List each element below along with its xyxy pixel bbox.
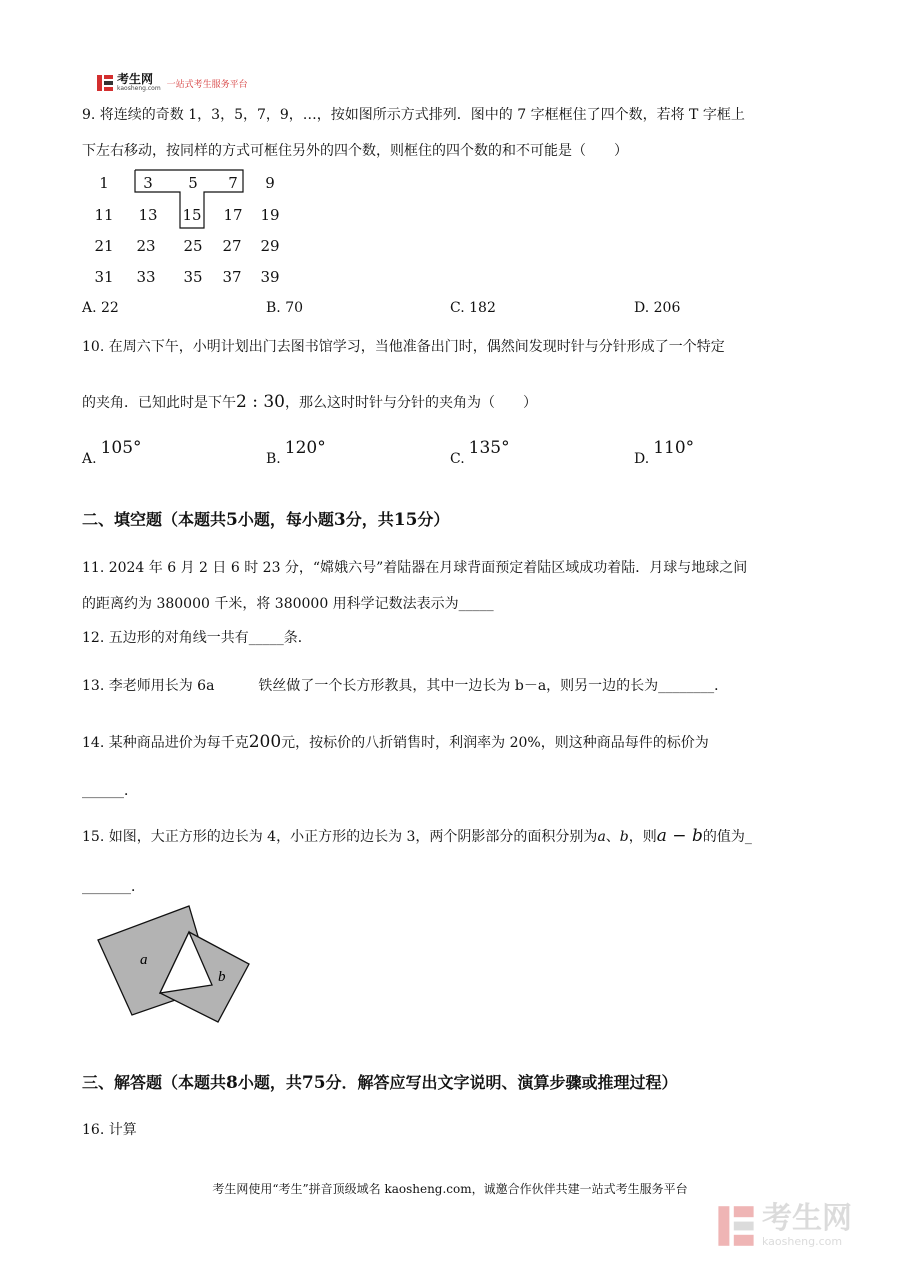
brand-logo-icon xyxy=(96,74,114,92)
grid-cell: 21 xyxy=(94,237,114,255)
q9-option-c: C. 182 xyxy=(450,300,496,316)
q14-text-line2: ______． xyxy=(82,783,138,799)
q14-text-line1: 14. 某种商品进价为每千克200元，按标价的八折销售时，利润率为 20%，则这种商品每件的标价为 xyxy=(82,732,709,752)
q12-text: 12. 五边形的对角线一共有_____条． xyxy=(82,630,312,646)
grid-cell: 25 xyxy=(183,237,203,255)
q15-expression: a − b xyxy=(656,826,703,846)
seven-shaped-frame xyxy=(130,165,250,235)
grid-cell: 9 xyxy=(265,174,275,192)
q9-option-d: D. 206 xyxy=(634,300,681,316)
watermark-domain: kaosheng.com xyxy=(762,1235,843,1248)
q10-option-a: A.105° xyxy=(82,438,142,467)
grid-cell: 37 xyxy=(222,268,242,286)
q10-option-c: C.135° xyxy=(450,438,510,467)
grid-cell: 3 xyxy=(143,174,153,192)
watermark-logo-icon xyxy=(716,1204,756,1248)
grid-cell: 17 xyxy=(223,206,243,224)
q10-time: 2 : 30 xyxy=(236,392,285,412)
section-3-heading: 三、解答题（本题共8小题，共75分．解答应写出文字说明、演算步骤或推理过程） xyxy=(82,1073,678,1093)
grid-cell: 35 xyxy=(183,268,203,286)
watermark-brand: 考生网 xyxy=(762,1201,852,1236)
grid-cell: 5 xyxy=(188,174,198,192)
q16-text: 16. 计算 xyxy=(82,1122,137,1138)
watermark-text xyxy=(762,1203,852,1248)
grid-cell: 11 xyxy=(94,206,114,224)
grid-cell: 1 xyxy=(99,174,109,192)
q10-text-line1: 10. 在周六下午，小明计划出门去图书馆学习，当他准备出门时，偶然间发现时针与分针形成了一个特定 xyxy=(82,339,725,355)
grid-cell: 27 xyxy=(222,237,242,255)
label-b: b xyxy=(218,969,226,985)
logo-text xyxy=(117,74,161,92)
q10-option-b: B.120° xyxy=(266,438,326,467)
header-logo xyxy=(96,72,248,94)
grid-cell: 13 xyxy=(138,206,158,224)
section-2-heading: 二、填空题（本题共5小题，每小题3分，共15分） xyxy=(82,510,450,530)
watermark-logo xyxy=(716,1203,852,1248)
grid-cell: 33 xyxy=(136,268,156,286)
q11-text-line1: 11. 2024 年 6 月 2 日 6 时 23 分，“嫦娥六号”着陆器在月球背面预定着陆区域成功着陆．月球与地球之间 xyxy=(82,560,748,576)
logo-domain: kaosheng.com xyxy=(117,85,161,92)
grid-cell: 39 xyxy=(260,268,280,286)
q15-text-line1: 15. 如图，大正方形的边长为 4，小正方形的边长为 3，两个阴影部分的面积分别为a、b，则a − b的值为_ xyxy=(82,826,752,846)
grid-cell: 19 xyxy=(260,206,280,224)
q14-price: 200 xyxy=(248,732,282,752)
q10-text-line2: 的夹角．已知此时是下午2 : 30，那么这时时针与分针的夹角为（ ） xyxy=(82,392,537,412)
grid-cell: 29 xyxy=(260,237,280,255)
grid-cell: 31 xyxy=(94,268,114,286)
q11-text-line2: 的距离约为 380000 千米，将 380000 用科学记数法表示为_____ xyxy=(82,596,494,612)
q9-text-line1: 9. 将连续的奇数 1，3，5，7，9，…，按如图所示方式排列．图中的 7 字框框住了四个数，若将 T 字框上 xyxy=(82,107,745,123)
grid-cell: 15 xyxy=(182,206,202,224)
logo-slogan: 一站式考生服务平台 xyxy=(166,79,248,90)
q15-text-line2: _______． xyxy=(82,879,145,895)
label-a: a xyxy=(140,952,148,968)
logo-brand: 考生网 xyxy=(117,72,154,86)
q9-option-b: B. 70 xyxy=(266,300,304,316)
q9-option-a: A. 22 xyxy=(82,300,119,316)
q9-text-line2: 下左右移动，按同样的方式可框住另外的四个数，则框住的四个数的和不可能是（ ） xyxy=(82,143,628,159)
q13-text: 13. 李老师用长为 6a 铁丝做了一个长方形教具，其中一边长为 b－a，则另一边的长为________． xyxy=(82,678,729,694)
grid-cell: 7 xyxy=(228,174,238,192)
squares-figure xyxy=(90,900,260,1030)
grid-cell: 23 xyxy=(136,237,156,255)
q10-option-d: D.110° xyxy=(634,438,695,467)
page-footer: 考生网使用“考生”拼音顶级域名 kaosheng.com，诚邀合作伙伴共建一站式考生服务平台 xyxy=(212,1182,688,1196)
